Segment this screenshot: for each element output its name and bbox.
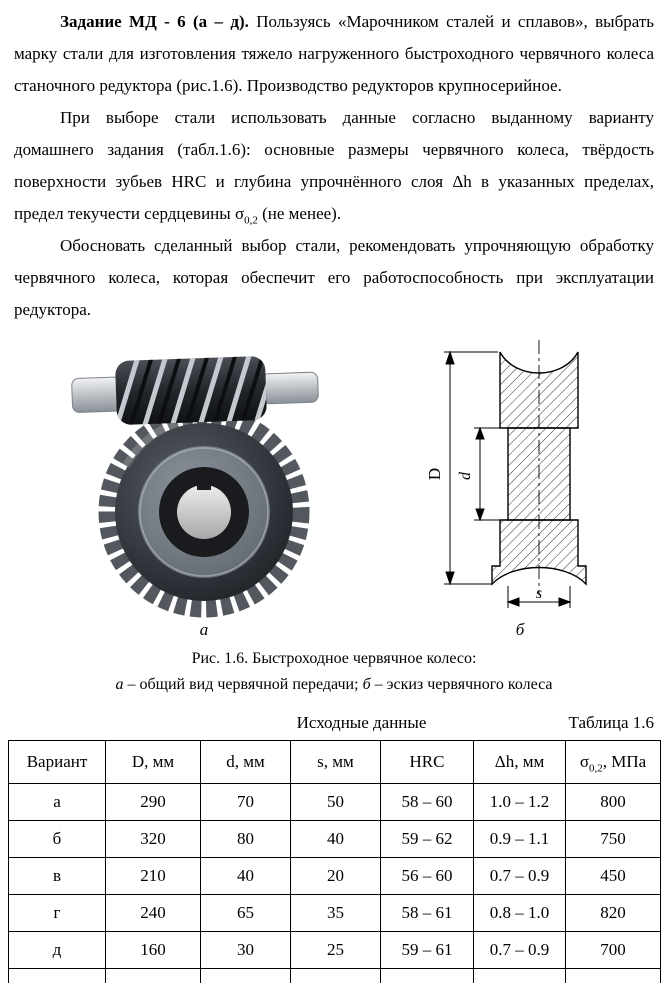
table-cell: 820 (566, 895, 661, 932)
table-cell: 1.0 – 1.2 (474, 784, 566, 821)
caption-b-text: – эскиз червячного колеса (370, 676, 553, 693)
table-cell (381, 969, 474, 984)
figure-caption-title: Рис. 1.6. Быстроходное червячное колесо: (191, 650, 477, 667)
sigma-sub: 0,2 (588, 762, 603, 775)
table-cell: 80 (201, 821, 291, 858)
task-heading: Задание МД - 6 (а – д). (60, 12, 249, 31)
table-cell (9, 969, 106, 984)
worm-shaft (71, 348, 320, 433)
caption-b-marker: б (362, 676, 371, 693)
table-header-cell: Вариант (9, 741, 106, 784)
figure-a (56, 336, 352, 640)
table-cell: 59 – 61 (381, 932, 474, 969)
table-header-cell: d, мм (201, 741, 291, 784)
table-cell: 750 (566, 821, 661, 858)
figure-b (420, 336, 620, 640)
caption-a-text: – общий вид червячной передачи; (123, 676, 363, 693)
dimension-label-D: D (425, 467, 444, 481)
paragraph-text-end: (не менее). (257, 204, 342, 223)
sigma-units: , МПа (602, 752, 647, 771)
table-cell: 25 (291, 932, 381, 969)
table-header-cell: s, мм (291, 741, 381, 784)
figure-label-a: а (199, 620, 209, 639)
figure-label-b: б (515, 620, 525, 639)
paragraph-data-instructions (14, 102, 654, 230)
table-header-cell: Δh, мм (474, 741, 566, 784)
paragraph-justification: Обосновать сделанный выбор стали, рекомендовать упрочняющую обработку червячного колеса, которая обеспечит его работоспособность при эксплуатации редуктора. (14, 236, 654, 319)
table-header-cell-sigma (566, 741, 661, 784)
task-text: Пользуясь «Марочником сталей и сплавов», выбрать марку стали для изготовления тяжело нагруженного быстроходного червячного колеса станочного редуктора (рис.1.6). Производство редукторов крупносерийное. (14, 12, 654, 95)
caption-a-marker: а (115, 676, 124, 693)
sigma-subscript: 0,2 (244, 214, 258, 227)
dimension-line-D (444, 352, 498, 584)
table-row-clipped (9, 969, 661, 984)
worm-wheel-sketch (420, 336, 620, 618)
table-cell (201, 969, 291, 984)
dimension-label-d: d (457, 472, 474, 480)
table-cell: 30 (201, 932, 291, 969)
gear-wheel (107, 415, 301, 609)
table-cell: 35 (291, 895, 381, 932)
worm-gear-photo (56, 336, 352, 618)
table-row (9, 784, 661, 821)
data-table (8, 740, 661, 983)
sigma-symbol: σ (579, 752, 589, 771)
table-cell (566, 969, 661, 984)
table-cell: 56 – 60 (381, 858, 474, 895)
table-row (9, 895, 661, 932)
keyway (197, 478, 211, 490)
table-cell: 70 (201, 784, 291, 821)
table-cell: 58 – 60 (381, 784, 474, 821)
paragraph-text: При выборе стали использовать данные согласно выданному варианту домашнего задания (табл.1.6): основные размеры червячного колеса, твёрдость поверхности зубьев HRC и глубина упрочнённого слоя Δh в указанных пределах, предел текучести сердцевины σ (14, 108, 654, 223)
table-cell: 700 (566, 932, 661, 969)
table-cell: д (9, 932, 106, 969)
table-header-row (9, 741, 661, 784)
table-cell: 40 (201, 858, 291, 895)
table-cell (106, 969, 201, 984)
table-cell: 210 (106, 858, 201, 895)
table-row (9, 858, 661, 895)
dimension-line-d (474, 428, 508, 520)
table-cell: 240 (106, 895, 201, 932)
table-cell (474, 969, 566, 984)
table-pre-title: Исходные данные (296, 713, 427, 732)
table-cell: 800 (566, 784, 661, 821)
table-header-cell: HRC (381, 741, 474, 784)
table-number: Таблица 1.6 (568, 713, 654, 732)
table-header-cell: D, мм (106, 741, 201, 784)
table-cell: 58 – 61 (381, 895, 474, 932)
paragraph-task (14, 6, 654, 102)
table-heading (14, 710, 654, 736)
figure-caption (8, 646, 660, 698)
table-cell: 40 (291, 821, 381, 858)
table-cell: 20 (291, 858, 381, 895)
table-cell: 0.7 – 0.9 (474, 858, 566, 895)
table-cell: 0.7 – 0.9 (474, 932, 566, 969)
dimension-label-s: s (535, 585, 543, 602)
table-cell: 0.8 – 1.0 (474, 895, 566, 932)
figure-caption-subtitle (8, 672, 660, 698)
table-row (9, 932, 661, 969)
table-cell: а (9, 784, 106, 821)
table-cell: 65 (201, 895, 291, 932)
table-cell: 320 (106, 821, 201, 858)
table-cell: 0.9 – 1.1 (474, 821, 566, 858)
table-cell: 160 (106, 932, 201, 969)
table-cell: 290 (106, 784, 201, 821)
figure-row (56, 336, 620, 640)
table-row (9, 821, 661, 858)
table-cell: б (9, 821, 106, 858)
table-cell: в (9, 858, 106, 895)
table-cell (291, 969, 381, 984)
table-cell: 50 (291, 784, 381, 821)
table-cell: г (9, 895, 106, 932)
table-cell: 450 (566, 858, 661, 895)
table-cell: 59 – 62 (381, 821, 474, 858)
